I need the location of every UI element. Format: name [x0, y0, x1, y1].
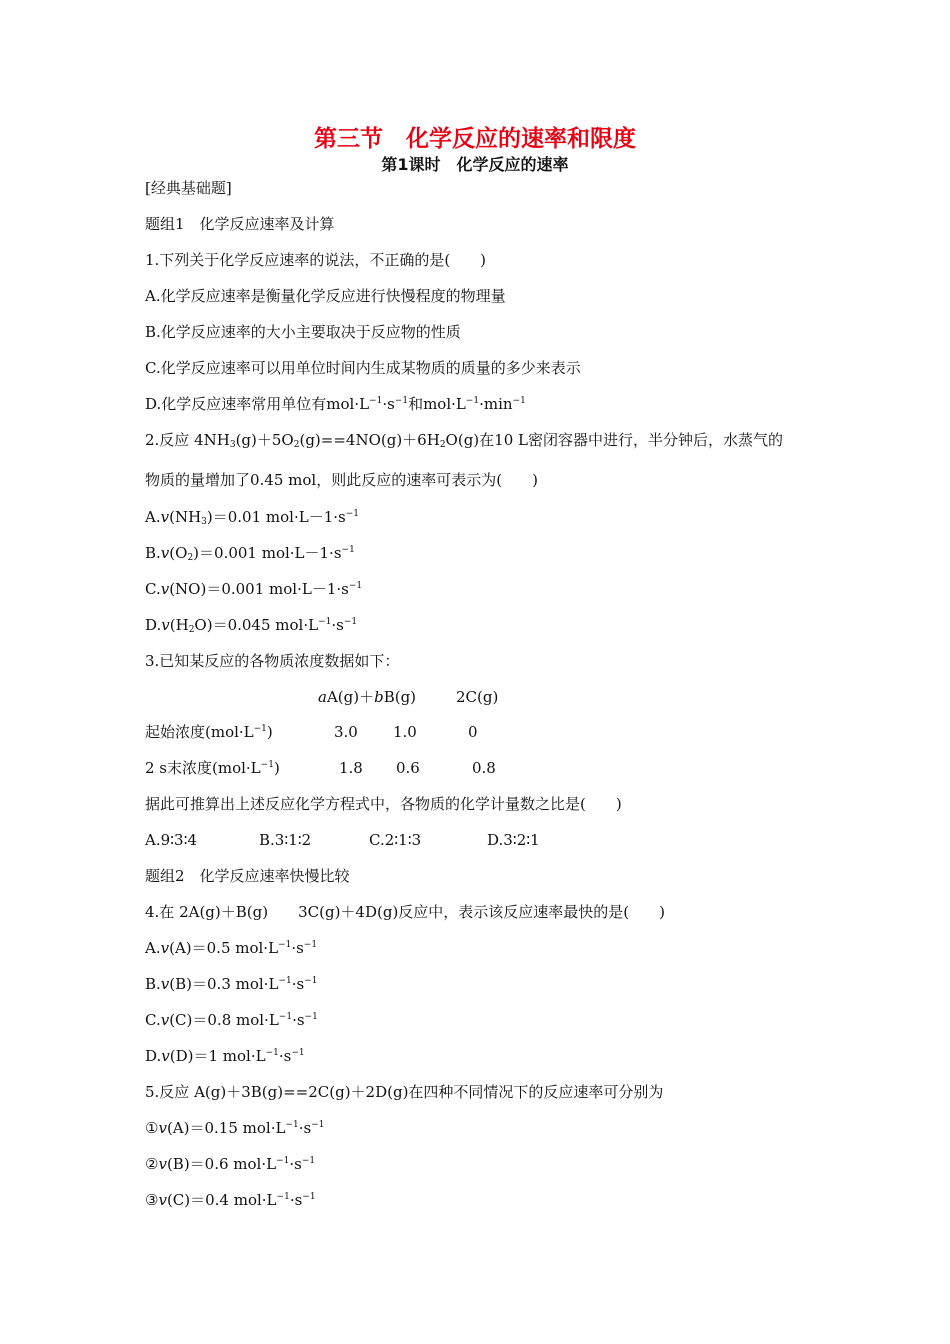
q5-case-3: ③v(C)＝0.4 $mol\cdot L^{-1}\cdot s^{-1}$	[145, 1191, 316, 1209]
q5-stem: 5.反应 A(g)＋3B(g)==2C(g)＋2D(g)在四种不同情况下的反应速率可分别为	[145, 1083, 664, 1101]
group2-heading: 题组2 化学反应速率快慢比较	[145, 867, 350, 885]
q3-row1-label: 起始浓度$(mol\cdot L^{-1})$	[145, 723, 273, 741]
q2-option-c: C.v(NO)＝0.001 $mol\cdot L-1\cdot s^{-1}$	[145, 580, 363, 598]
q3-row1-value-a: 3.0	[334, 723, 358, 741]
q2-stem-line1: 2.反应 $4NH_3(g)+5O_2(g)==4NO(g)+6H_2O(g)$在10 L密闭容器中进行，半分钟后，水蒸气的	[145, 431, 783, 450]
q3-row2-value-c: 0.8	[472, 759, 496, 777]
q3-equation-product: 2C(g)	[456, 688, 499, 706]
q3-equation-reactants: aA(g)＋bB(g)	[318, 688, 417, 706]
q5-case-2: ②v(B)＝0.6 $mol\cdot L^{-1}\cdot s^{-1}$	[145, 1155, 316, 1173]
page-subtitle: 第1课时 化学反应的速率	[381, 155, 569, 174]
q1-option-a: A.化学反应速率是衡量化学反应进行快慢程度的物理量	[145, 287, 506, 305]
q3-row1-value-c: 0	[468, 723, 478, 741]
q4-option-a: A.v(A)＝0.5 $mol\cdot L^{-1}\cdot s^{-1}$	[145, 939, 318, 957]
page-title: 第三节 化学反应的速率和限度	[314, 126, 636, 152]
q5-case-1: ①v(A)＝0.15 $mol\cdot L^{-1}\cdot s^{-1}$	[145, 1119, 325, 1137]
q1-option-b: B.化学反应速率的大小主要取决于反应物的性质	[145, 323, 461, 341]
q2-option-b: $B.v(O_2)=0.001$ $mol\cdot L-1\cdot s^{-1}$	[145, 544, 355, 563]
q3-option-a: A.9∶3∶4	[145, 831, 198, 849]
group1-heading: 题组1 化学反应速率及计算	[145, 215, 335, 233]
q3-row2-value-b: 0.6	[396, 759, 420, 777]
q2-option-d: $D.v(H_2O)=0.045$ $mol\cdot L^{-1}\cdot s^{-1}$	[145, 616, 358, 635]
q3-option-d: D.3∶2∶1	[487, 831, 540, 849]
q3-row2-label: 2 s末浓度$(mol\cdot L^{-1})$	[145, 759, 280, 777]
q4-option-c: C.v(C)＝0.8 $mol\cdot L^{-1}\cdot s^{-1}$	[145, 1011, 318, 1029]
q4-option-b: B.v(B)＝0.3 $mol\cdot L^{-1}\cdot s^{-1}$	[145, 975, 318, 993]
q3-row2-value-a: 1.8	[339, 759, 363, 777]
q3-option-b: B.3∶1∶2	[259, 831, 312, 849]
q3-row1-value-b: 1.0	[393, 723, 417, 741]
q2-option-a: $A.v(NH_3)=0.01$ $mol\cdot L-1\cdot s^{-1}$	[145, 508, 359, 527]
q1-option-d: D.化学反应速率常用单位有$mol\cdot L^{-1}\cdot s^{-1}$和$mol\cdot L^{-1}\cdot\min^{-1}$	[145, 395, 526, 413]
q4-stem: 4.在 2A(g)＋B(g) 3C(g)＋4D(g)反应中，表示该反应速率最快的是( )	[145, 903, 666, 921]
q3-question: 据此可推算出上述反应化学方程式中，各物质的化学计量数之比是( )	[145, 795, 622, 813]
q4-option-d: D.v(D)＝1 $mol\cdot L^{-1}\cdot s^{-1}$	[145, 1047, 305, 1065]
section-label: [经典基础题]	[145, 179, 232, 197]
q1-option-c: C.化学反应速率可以用单位时间内生成某物质的质量的多少来表示	[145, 359, 581, 377]
q3-stem: 3.已知某反应的各物质浓度数据如下：	[145, 652, 400, 670]
q2-stem-line2: 物质的量增加了0.45 mol，则此反应的速率可表示为( )	[145, 471, 538, 489]
q3-option-c: C.2∶1∶3	[369, 831, 422, 849]
q1-stem: 1.下列关于化学反应速率的说法，不正确的是( )	[145, 251, 487, 269]
